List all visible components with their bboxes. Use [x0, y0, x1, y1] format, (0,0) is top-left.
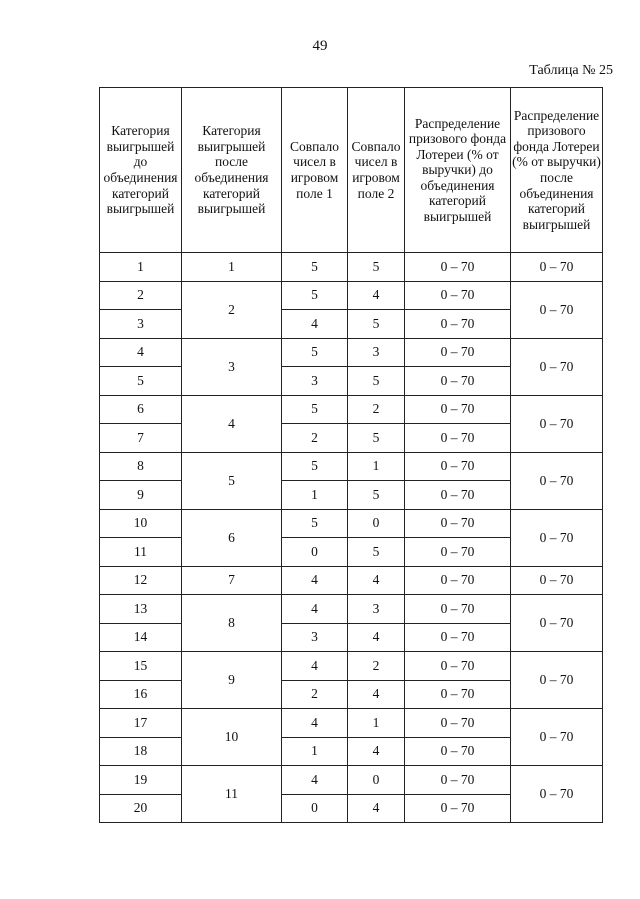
cell-category-before: 3: [100, 310, 182, 339]
cell-field-2: 0: [348, 766, 405, 795]
cell-category-before: 16: [100, 680, 182, 709]
cell-field-2: 4: [348, 680, 405, 709]
cell-distribution-before: 0 – 70: [405, 253, 511, 282]
cell-field-1: 5: [282, 281, 348, 310]
cell-field-2: 4: [348, 566, 405, 595]
header-distribution-after: [511, 88, 603, 253]
header-distribution-before: [405, 88, 511, 253]
cell-distribution-before: 0 – 70: [405, 338, 511, 367]
cell-distribution-before: 0 – 70: [405, 367, 511, 396]
cell-category-after: 11: [182, 766, 282, 823]
table-row: [100, 395, 603, 424]
cell-category-before: 20: [100, 794, 182, 823]
cell-distribution-before: 0 – 70: [405, 794, 511, 823]
cell-distribution-before: 0 – 70: [405, 709, 511, 738]
table-row: [100, 595, 603, 624]
cell-category-after: 6: [182, 509, 282, 566]
cell-category-before: 17: [100, 709, 182, 738]
cell-distribution-before: 0 – 70: [405, 566, 511, 595]
table-row: [100, 452, 603, 481]
cell-field-1: 5: [282, 452, 348, 481]
table-row: [100, 652, 603, 681]
header-field-2: [348, 88, 405, 253]
cell-category-before: 14: [100, 623, 182, 652]
cell-distribution-after: 0 – 70: [511, 338, 603, 395]
table-row: [100, 338, 603, 367]
cell-category-after: 5: [182, 452, 282, 509]
cell-distribution-after: 0 – 70: [511, 766, 603, 823]
cell-field-2: 5: [348, 367, 405, 396]
header-field-1: [282, 88, 348, 253]
cell-field-1: 4: [282, 566, 348, 595]
cell-distribution-before: 0 – 70: [405, 509, 511, 538]
cell-field-2: 3: [348, 338, 405, 367]
cell-field-2: 0: [348, 509, 405, 538]
cell-field-2: 5: [348, 253, 405, 282]
cell-field-2: 4: [348, 794, 405, 823]
cell-category-after: 7: [182, 566, 282, 595]
cell-distribution-after: 0 – 70: [511, 595, 603, 652]
cell-category-after: 9: [182, 652, 282, 709]
cell-distribution-before: 0 – 70: [405, 737, 511, 766]
cell-field-1: 1: [282, 737, 348, 766]
cell-distribution-after: 0 – 70: [511, 395, 603, 452]
cell-category-before: 11: [100, 538, 182, 567]
header-text: Совпало чисел в игровом поле 1: [290, 138, 339, 201]
cell-distribution-before: 0 – 70: [405, 595, 511, 624]
cell-distribution-after: 0 – 70: [511, 253, 603, 282]
cell-field-2: 3: [348, 595, 405, 624]
header-text: Совпало чисел в игровом поле 2: [351, 138, 401, 201]
cell-distribution-before: 0 – 70: [405, 310, 511, 339]
cell-category-after: 8: [182, 595, 282, 652]
cell-field-1: 5: [282, 338, 348, 367]
cell-field-1: 2: [282, 424, 348, 453]
cell-distribution-before: 0 – 70: [405, 623, 511, 652]
cell-distribution-before: 0 – 70: [405, 652, 511, 681]
cell-field-1: 5: [282, 395, 348, 424]
cell-field-2: 4: [348, 737, 405, 766]
cell-field-2: 1: [348, 709, 405, 738]
cell-category-after: 4: [182, 395, 282, 452]
cell-category-after: 2: [182, 281, 282, 338]
cell-distribution-before: 0 – 70: [405, 766, 511, 795]
cell-distribution-before: 0 – 70: [405, 481, 511, 510]
cell-category-after: 1: [182, 253, 282, 282]
table-header-row: [100, 88, 603, 253]
cell-field-2: 1: [348, 452, 405, 481]
cell-field-1: 4: [282, 652, 348, 681]
table-caption: Таблица № 25: [529, 63, 613, 78]
table-row: [100, 766, 603, 795]
cell-distribution-before: 0 – 70: [405, 680, 511, 709]
header-text: Распределение призового фонда Лотереи (% от выручки) до объединения категорий выигрышей: [408, 115, 507, 224]
cell-field-2: 4: [348, 623, 405, 652]
cell-field-2: 5: [348, 538, 405, 567]
cell-distribution-before: 0 – 70: [405, 538, 511, 567]
header-category-before: [100, 88, 182, 253]
cell-category-before: 9: [100, 481, 182, 510]
header-category-after: [182, 88, 282, 253]
table-row: [100, 281, 603, 310]
cell-distribution-after: 0 – 70: [511, 652, 603, 709]
cell-category-before: 12: [100, 566, 182, 595]
cell-distribution-before: 0 – 70: [405, 281, 511, 310]
cell-field-2: 5: [348, 310, 405, 339]
table-row: [100, 253, 603, 282]
table-row: [100, 566, 603, 595]
cell-field-2: 5: [348, 481, 405, 510]
cell-field-2: 4: [348, 281, 405, 310]
cell-field-1: 4: [282, 709, 348, 738]
cell-field-1: 4: [282, 595, 348, 624]
cell-field-1: 5: [282, 253, 348, 282]
cell-field-1: 1: [282, 481, 348, 510]
cell-category-before: 8: [100, 452, 182, 481]
cell-category-before: 18: [100, 737, 182, 766]
cell-category-before: 15: [100, 652, 182, 681]
cell-category-before: 1: [100, 253, 182, 282]
cell-category-before: 6: [100, 395, 182, 424]
cell-category-before: 7: [100, 424, 182, 453]
cell-distribution-before: 0 – 70: [405, 452, 511, 481]
cell-distribution-after: 0 – 70: [511, 452, 603, 509]
cell-category-before: 10: [100, 509, 182, 538]
cell-field-1: 3: [282, 623, 348, 652]
page-number: 49: [312, 38, 328, 54]
cell-distribution-before: 0 – 70: [405, 395, 511, 424]
cell-field-1: 5: [282, 509, 348, 538]
header-text: Распределение призового фонда Лотереи (% от выручки) после объединения категорий выигрышей: [512, 107, 601, 232]
cell-category-before: 19: [100, 766, 182, 795]
cell-category-before: 4: [100, 338, 182, 367]
cell-field-1: 4: [282, 310, 348, 339]
table-row: [100, 709, 603, 738]
header-text: Категория выигрышей до объединения категорий выигрышей: [103, 123, 178, 217]
cell-distribution-before: 0 – 70: [405, 424, 511, 453]
cell-category-before: 13: [100, 595, 182, 624]
cell-category-after: 3: [182, 338, 282, 395]
cell-field-1: 0: [282, 538, 348, 567]
table-row: [100, 509, 603, 538]
cell-field-2: 2: [348, 652, 405, 681]
cell-category-before: 2: [100, 281, 182, 310]
cell-field-2: 2: [348, 395, 405, 424]
header-text: Категория выигрышей после объединения категорий выигрышей: [194, 123, 269, 217]
cell-field-1: 2: [282, 680, 348, 709]
cell-category-before: 5: [100, 367, 182, 396]
cell-distribution-after: 0 – 70: [511, 509, 603, 566]
cell-field-1: 4: [282, 766, 348, 795]
cell-field-2: 5: [348, 424, 405, 453]
cell-distribution-after: 0 – 70: [511, 709, 603, 766]
cell-category-after: 10: [182, 709, 282, 766]
cell-distribution-after: 0 – 70: [511, 566, 603, 595]
cell-distribution-after: 0 – 70: [511, 281, 603, 338]
cell-field-1: 3: [282, 367, 348, 396]
cell-field-1: 0: [282, 794, 348, 823]
prize-distribution-table: [99, 87, 603, 823]
